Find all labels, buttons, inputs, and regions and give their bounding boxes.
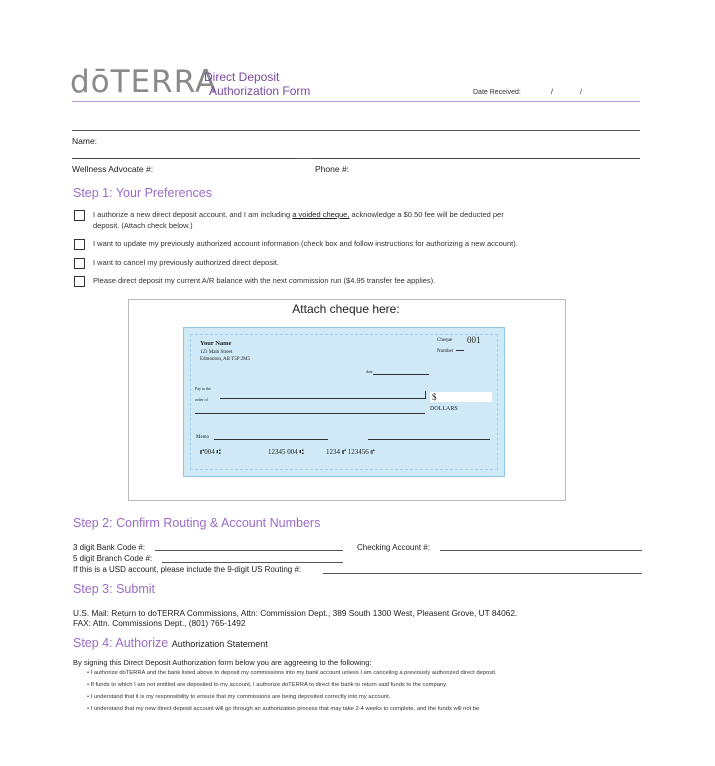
bullet-text: I understand that my new direct deposit account will go through an authorization process that may take 2-4 weeks to complete, and the funds will not be — [90, 706, 480, 712]
mail-instructions: U.S. Mail: Return to doTERRA Commissions, Attn: Commission Dept., 389 South 1300 West, Pleasent Grove, UT 84062. — [73, 608, 518, 618]
cheque-number: 001 — [467, 335, 481, 345]
doterra-logo: dōTERRA — [70, 64, 218, 100]
micr-transit: 12345 004 ⑆ — [268, 448, 304, 456]
order-of-label: order of — [195, 397, 208, 402]
cheque-owner-name: Your Name — [200, 340, 232, 347]
cheque-address1: 123 Main Street — [200, 350, 233, 355]
update-account-option: I want to update my previously authorized account information (check box and follow instructions for authorizing a new account). — [93, 239, 518, 248]
bullet-text: I understand that it is my responsibility to ensure that my commissions are being deposited correctly into my account. — [90, 694, 391, 700]
usd-routing-field[interactable] — [323, 573, 642, 574]
authorization-bullet: • I understand that it is my responsibility to ensure that my commissions are being deposited correctly into my account. — [87, 694, 391, 700]
step2-title: Step 2: Confirm Routing & Account Numbers — [73, 516, 321, 530]
update-account-checkbox[interactable] — [74, 239, 85, 250]
fax-instructions: FAX: Attn. Commissions Dept., (801) 765-1492 — [73, 618, 246, 628]
bullet-text: I authorize doTERRA and the bank listed above to deposit my commissions into my bank account unless I am canceling a previously authorized direct deposit. — [90, 670, 497, 676]
form-title-line2: Authorization Form — [209, 84, 311, 98]
bank-code-field[interactable] — [155, 550, 343, 551]
cancel-deposit-option: I want to cancel my previously authorized direct deposit. — [93, 258, 279, 267]
step4-title-text: Step 4: Authorize — [73, 636, 169, 650]
bullet-text: If funds to which I am not entitled are deposited to my account, I authorize doTERRA to direct the bank to return said funds to the company. — [90, 682, 448, 688]
option-text: I authorize a new direct deposit account, and I am including — [93, 210, 293, 219]
new-account-option — [93, 209, 613, 231]
memo-label: Memo — [196, 435, 210, 440]
date-received-label: Date Received: — [473, 89, 521, 96]
dollar-sign: $ — [432, 392, 437, 402]
ar-balance-checkbox[interactable] — [74, 276, 85, 287]
authorization-intro: By signing this Direct Deposit Authorization form below you are aggreeing to the following: — [73, 658, 372, 667]
date-mark: date — [366, 369, 373, 374]
attach-cheque-title: Attach cheque here: — [292, 302, 400, 316]
micr-account: 1234 ⑈ 123456 ⑈ — [326, 448, 375, 456]
step4-subtitle: Authorization Statement — [171, 639, 268, 649]
cancel-deposit-checkbox[interactable] — [74, 258, 85, 269]
amount-words-line — [195, 413, 425, 414]
bank-code-label: 3 digit Bank Code #: — [73, 543, 146, 552]
number-label: Number — [437, 349, 454, 354]
option-text: deposit. (Attach check below.) — [93, 221, 193, 230]
voided-cheque-text: a voided cheque, — [292, 210, 350, 219]
cheque-date-line — [373, 374, 429, 375]
memo-line — [214, 439, 328, 440]
authorization-bullet: • I authorize doTERRA and the bank listed above to deposit my commissions into my bank account unless I am canceling a previously authorized direct deposit. — [87, 670, 497, 676]
step4-title — [73, 636, 268, 650]
micr-routing: ⑈004 ⑆ — [200, 448, 221, 456]
form-title-line1: Direct Deposit — [204, 70, 280, 84]
authorization-bullet: • If funds to which I am not entitled are deposited to my account, I authorize doTERRA to direct the bank to return said funds to the company. — [87, 682, 448, 688]
checking-account-field[interactable] — [440, 550, 642, 551]
cheque-label: Cheque — [437, 338, 453, 343]
usd-routing-label: If this is a USD account, please include the 9-digit US Routing #: — [73, 565, 302, 574]
phone-field[interactable] — [312, 158, 640, 159]
branch-code-label: 5 digit Branch Code #: — [73, 554, 153, 563]
date-separator: / — [580, 89, 582, 96]
branch-code-field[interactable] — [162, 562, 343, 563]
signature-line — [368, 439, 490, 440]
ar-balance-option: Please direct deposit my current A/R balance with the next commission run ($4.95 transfer fee applies). — [93, 276, 436, 285]
name-label: Name: — [72, 136, 98, 146]
amount-box — [430, 392, 492, 402]
payee-line — [220, 398, 425, 399]
pay-to-label: Pay to the — [195, 386, 211, 391]
cheque-address2: Edmonton, AB T5P 2M5 — [200, 357, 251, 362]
wellness-advocate-field[interactable] — [72, 158, 294, 159]
checking-account-label: Checking Account #: — [357, 543, 430, 552]
number-line — [456, 350, 464, 351]
form-title — [204, 70, 310, 98]
dollars-label: DOLLARS — [430, 406, 458, 412]
payee-line-end — [425, 391, 426, 399]
step1-title: Step 1: Your Preferences — [73, 186, 212, 200]
top-rule — [72, 130, 640, 131]
authorization-bullet: • I understand that my new direct deposit account will go through an authorization process that may take 2-4 weeks to complete, and the funds will not be — [87, 706, 480, 712]
option-text: acknowledge a $0.50 fee will be deducted per — [349, 210, 504, 219]
header-divider — [72, 101, 640, 102]
phone-label: Phone #: — [315, 164, 350, 174]
new-account-checkbox[interactable] — [74, 210, 85, 221]
date-separator: / — [551, 89, 553, 96]
wellness-advocate-label: Wellness Advocate #: — [72, 164, 154, 174]
step3-title: Step 3: Submit — [73, 582, 155, 596]
